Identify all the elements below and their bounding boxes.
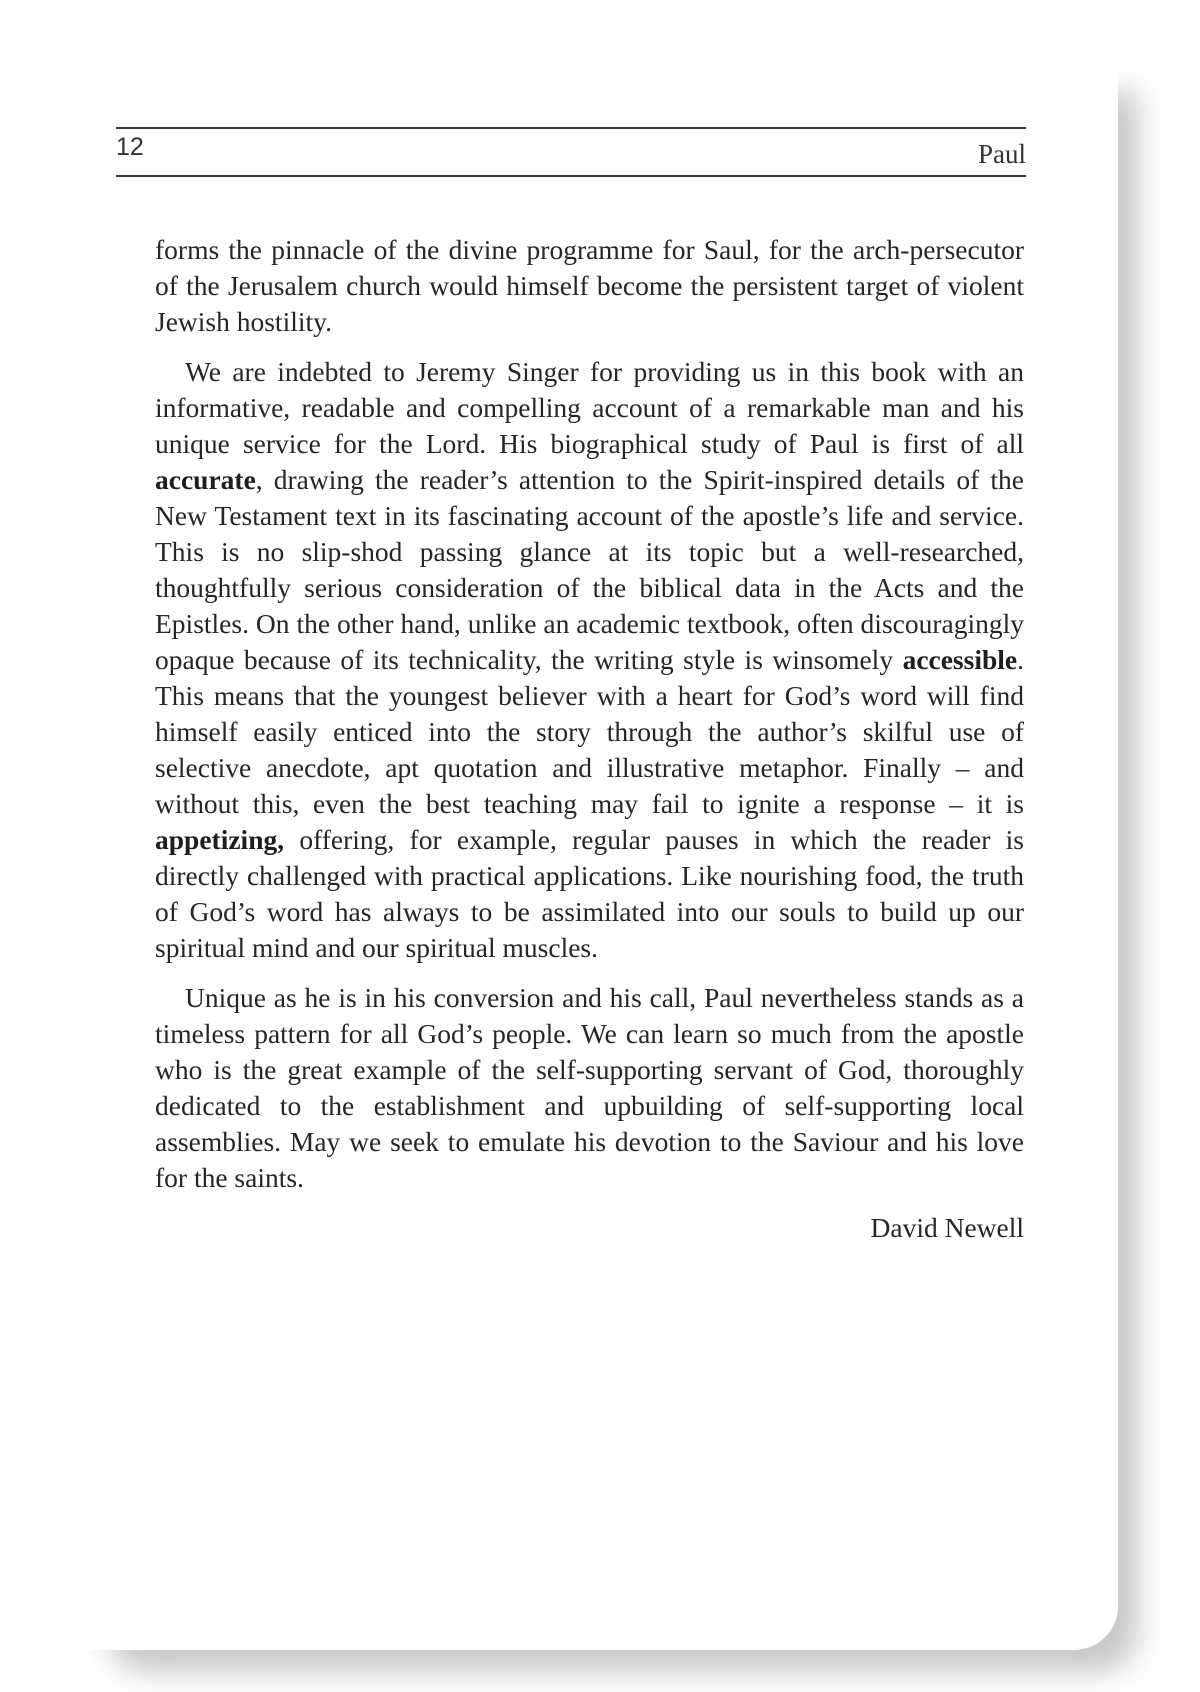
- paragraph-text: We are indebted to Jeremy Singer for providing us in this book with an informative, readable and compelling account of a remarkable man and his unique service for the Lord. His biographical study of Paul is first of all: [155, 356, 1024, 459]
- paragraph-text: forms the pinnacle of the divine programme for Saul, for the arch-persecutor of the Jerusalem church would himself become the persistent target of violent Jewish hostility.: [155, 234, 1024, 337]
- paragraph-text: Unique as he is in his conversion and his call, Paul nevertheless stands as a timeless pattern for all God’s people. We can learn so much from the apostle who is the great example of the self-supporting servant of God, thoroughly dedicated to the establishment and upbuilding of self-supporting local assemblies. May we seek to emulate his devotion to the Saviour and his love for the saints.: [155, 982, 1024, 1193]
- paragraph-3: [155, 980, 1024, 1196]
- emphasis-accessible: accessible: [902, 644, 1018, 675]
- paragraph-text: offering, for example, regular pauses in which the reader is directly challenged with practical applications. Like nourishing food, the truth of God’s word has always to be assimilated into our souls to build up our spiritual mind and our spiritual muscles.: [155, 824, 1024, 963]
- running-title: Paul: [977, 139, 1026, 169]
- page-number: 12: [116, 133, 144, 161]
- running-head: [116, 127, 1026, 177]
- paragraph-text: . This means that the youngest believer with a heart for God’s word will find himself easily enticed into the story through the author’s skilful use of selective anecdote, apt quotation and illustrative metaphor. Finally – and without this, even the best teaching may fail to ignite a response – it is: [155, 644, 1024, 819]
- body-text: [155, 232, 1024, 1246]
- signature: David Newell: [870, 1212, 1024, 1243]
- emphasis-appetizing: appetizing,: [155, 824, 285, 855]
- paragraph-text: , drawing the reader’s attention to the Spirit-inspired details of the New Testament text in its fascinating account of the apostle’s life and service. This is no slip-shod passing glance at its topic but a well-researched, thoughtfully serious consideration of the biblical data in the Acts and the Epistles. On the other hand, unlike an academic textbook, often discouragingly opaque because of its technicality, the writing style is winsomely: [155, 464, 1024, 675]
- emphasis-accurate: accurate: [155, 464, 256, 495]
- paragraph-1: [155, 232, 1024, 340]
- paragraph-2: [155, 354, 1024, 966]
